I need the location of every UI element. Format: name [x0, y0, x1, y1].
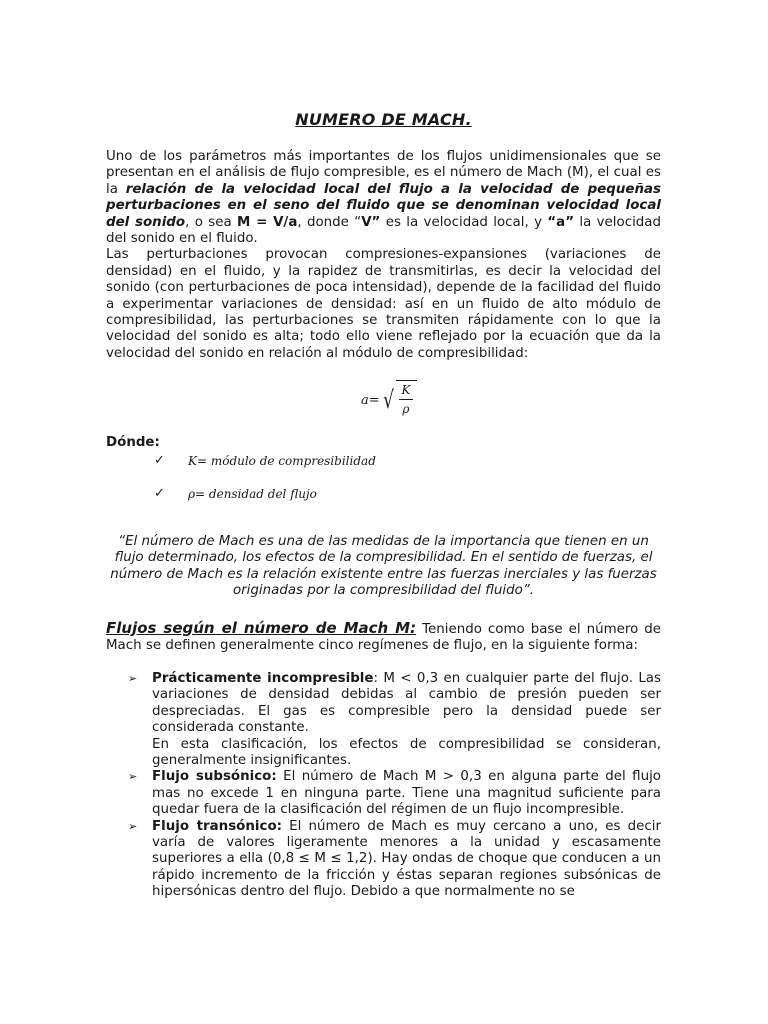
mach-formula-inline: M = V/a	[237, 214, 298, 230]
var-v: V”	[361, 214, 381, 230]
list-item	[128, 819, 661, 901]
definition-text: ρ= densidad del flujo	[188, 486, 317, 501]
intro-text-2: , o sea	[185, 214, 238, 230]
list-item-description: : M < 0,3 en cualquier parte del flujo. Las variaciones de densidad debidas al cambio de presión pueden ser despreciadas. El gas es compresible pero la densidad puede ser considerada constante.	[152, 671, 661, 736]
list-item-label: Flujo transónico:	[152, 818, 282, 834]
list-item	[128, 671, 661, 769]
formula-lhs: a=	[361, 392, 380, 408]
arrow-bullet-icon: ➢	[128, 770, 138, 784]
intro-definition-emphasis: relación de la velocidad local del flujo a la velocidad de pequeñas perturbaciones en el seno del fluido que se denominan velocidad local del sonido	[106, 181, 661, 230]
arrow-bullet-icon: ➢	[128, 672, 138, 685]
definition-item	[154, 486, 554, 501]
list-item-extra: En esta clasificación, los efectos de compresibilidad se consideran, generalmente insignificantes.	[152, 736, 661, 769]
radicand	[396, 380, 417, 420]
intro-text-1: Uno de los parámetros más importantes de los flujos unidimensionales que se presentan en el análisis de flujo compresible, es el número de Mach (M), el cual es la	[106, 149, 661, 197]
speed-of-sound-formula	[361, 380, 417, 420]
definition-item	[154, 453, 554, 468]
intro-text-4: es la velocidad local, y	[380, 214, 548, 230]
list-item-text	[152, 819, 661, 901]
checkmark-icon: ✓	[154, 486, 165, 501]
flujos-text: Teniendo como base el número de Mach se definen generalmente cinco regímenes de flujo, en la siguiente forma:	[106, 622, 662, 654]
intro-text-5: la velocidad del sonido en el fluido.	[106, 214, 661, 247]
list-item-body	[152, 769, 661, 818]
arrow-bullet-icon: ➢	[128, 819, 138, 833]
list-item-label: Flujo subsónico:	[152, 769, 277, 785]
flow-regimes-list	[128, 671, 661, 901]
list-item-description: El número de Mach M > 0,3 en alguna parte del flujo mas no excede 1 en ninguna parte. Tiene una magnitud suficiente para quedar fuera de la clasificación del régimen de un flujo incompresible.	[152, 769, 661, 818]
var-a: “a”	[547, 214, 574, 230]
list-item-description: El número de Mach es muy cercano a uno, es decir varía de valores ligeramente menores a la unidad y escasamente superiores a ella (0,8 ≤ M ≤ 1,2). Hay ondas de choque que conducen a un rápido incremento de la fricción y éstas separan regiones subsónicas de hipersónicas dentro del flujo. Debido a que normalmente no se	[152, 818, 661, 900]
intro-paragraph-2: Las perturbaciones provocan compresiones-expansiones (variaciones de densidad) en el fluido, y la rapidez de transmitirlas, es decir la velocidad del sonido (con perturbaciones de poca intensidad), depende de la facilidad del fluido a experimentar variaciones de densidad: así en un fluido de alto módulo de compresibilidad, las perturbaciones se transmiten rápidamente con lo que la velocidad del sonido es alta; todo ello viene reflejado por la ecuación que da la velocidad del sonido en relación al módulo de compresibilidad:	[106, 247, 661, 361]
intro-section	[106, 149, 661, 362]
definition-text: K= módulo de compresibilidad	[188, 453, 376, 468]
flujos-heading: Flujos según el número de Mach M:	[106, 619, 417, 637]
square-root	[381, 380, 417, 420]
flujos-paragraph	[106, 620, 661, 655]
list-item	[128, 769, 661, 818]
checkmark-icon: ✓	[154, 453, 165, 468]
intro-paragraph-1	[106, 149, 661, 247]
intro-text-3: , donde “	[297, 214, 362, 230]
mach-quote: “El número de Mach es una de las medidas de la importancia que tienen en un flujo determinado, los efectos de la compresibilidad. En el sentido de fuerzas, el número de Mach es la relación existente entre las fuerzas inerciales y las fuerzas originadas por la compresibilidad del fluido”.	[110, 534, 657, 599]
radical-sign: √	[382, 386, 394, 414]
formula-numerator: K	[399, 383, 413, 400]
list-item-text	[152, 769, 661, 818]
donde-heading: Dónde:	[106, 435, 160, 450]
list-item-label: Prácticamente incompresible	[152, 671, 374, 686]
list-item-body	[152, 819, 661, 901]
formula-denominator: ρ	[402, 402, 410, 416]
page-title: NUMERO DE MACH.	[295, 110, 472, 129]
list-item-body	[152, 671, 661, 769]
list-item-text	[152, 671, 661, 737]
